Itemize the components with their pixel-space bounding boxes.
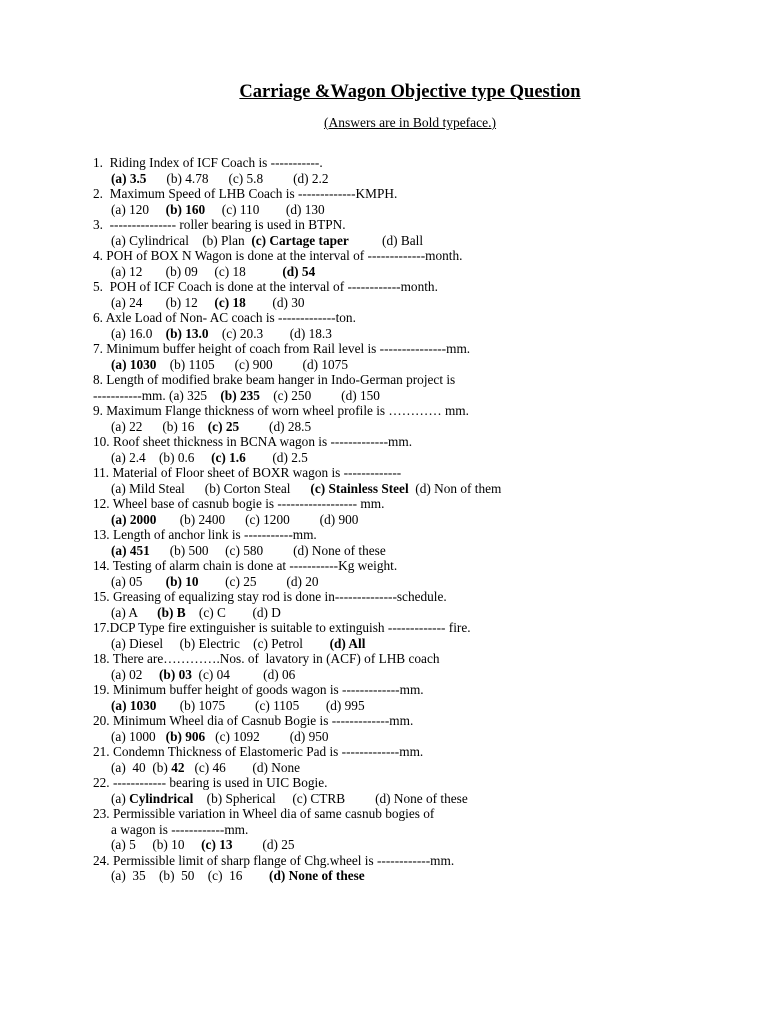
document-subtitle: (Answers are in Bold typeface.) [323, 115, 497, 130]
option-text: (c) C (d) D [185, 604, 281, 620]
option-text: (a) Cylindrical (b) Plan [111, 232, 252, 248]
option-text: (a) A [111, 604, 158, 620]
answer-options [93, 605, 753, 621]
answer-options [93, 481, 753, 497]
option-text: (a) 5 (b) 10 [111, 837, 202, 852]
question-text: 11. Material of Floor sheet of BOXR wagon is ------------- [93, 465, 402, 480]
option-text: (a) 1000 [111, 728, 166, 744]
option-text: -----------mm. (a) 325 [93, 387, 221, 403]
correct-answer: (c) 25 [207, 418, 240, 434]
answer-options [93, 388, 753, 404]
option-text: (a) 2.4 (b) 0.6 [111, 449, 212, 465]
question-text: 7. Minimum buffer height of coach from Rail level is ---------------mm. [93, 341, 471, 356]
correct-answer: (c) 13 [201, 837, 233, 852]
correct-answer: (b) 03 [159, 666, 192, 682]
option-text: (a) Diesel (b) Electric (c) Petrol [111, 635, 330, 651]
correct-answer: 42 [171, 759, 185, 775]
question-text: 23. Permissible variation in Wheel dia of same casnub bogies of [93, 806, 435, 821]
correct-answer: (b) 10 [165, 573, 199, 589]
question-text: 13. Length of anchor link is -----------mm. [93, 527, 317, 542]
answer-options [93, 636, 753, 652]
question-text: 4. POH of BOX N Wagon is done at the interval of -------------month. [93, 248, 463, 263]
option-text: (a) 35 (b) 50 (c) 16 [111, 868, 270, 883]
question-text: 12. Wheel base of casnub bogie is ------------------ mm. [93, 496, 385, 511]
question-text: 19. Minimum buffer height of goods wagon is -------------mm. [93, 682, 424, 697]
question-text: 14. Testing of alarm chain is done at -----------Kg weight. [93, 558, 398, 573]
option-text: (a) 12 (b) 09 (c) 18 [111, 263, 283, 279]
correct-answer: (d) 54 [282, 263, 316, 279]
question-text: 18. There are………….Nos. of lavatory in (ACF) of LHB coach [93, 651, 440, 666]
correct-answer: (c) 1.6 [211, 449, 246, 465]
option-text: (b) 1075 (c) 1105 (d) 995 [156, 697, 365, 713]
option-text: (b) 4.78 (c) 5.8 (d) 2.2 [146, 170, 329, 186]
question-text: 22. ------------ bearing is used in UIC Bogie. [93, 775, 328, 790]
option-text: (d) 30 [245, 294, 305, 310]
correct-answer: (c) Cartage taper [251, 232, 349, 248]
question-text: 8. Length of modified brake beam hanger in Indo-German project is [93, 372, 456, 387]
answer-options [93, 202, 753, 218]
correct-answer: (c) 18 [214, 294, 246, 310]
option-text: (b) 500 (c) 580 (d) None of these [149, 542, 386, 558]
question-text: 20. Minimum Wheel dia of Casnub Bogie is -------------mm. [93, 713, 414, 728]
question-text: 6. Axle Load of Non- AC coach is -------------ton. [93, 310, 356, 325]
option-text: (b) Spherical (c) CTRB (d) None of these [193, 790, 468, 806]
answer-options [93, 698, 753, 714]
question-text: 1. Riding Index of ICF Coach is -----------. [93, 155, 323, 170]
correct-answer: (c) Stainless Steel [310, 480, 409, 496]
answer-options [93, 295, 753, 311]
correct-answer: (a) 2000 [111, 511, 157, 527]
option-text: (a) 05 [111, 573, 166, 589]
answer-options [93, 326, 753, 342]
question-text: 15. Greasing of equalizing stay rod is done in--------------schedule. [93, 589, 447, 604]
correct-answer: Cylindrical [129, 790, 194, 806]
answer-options [93, 543, 753, 559]
option-text: (a) 02 [111, 666, 159, 682]
answer-options [93, 233, 753, 249]
option-text: (d) 28.5 [239, 418, 312, 434]
document-title: Carriage &Wagon Objective type Question [239, 82, 581, 102]
question-text: 5. POH of ICF Coach is done at the interval of ------------month. [93, 279, 438, 294]
option-text: (c) 1092 (d) 950 [205, 728, 329, 744]
option-text: (b) 2400 (c) 1200 (d) 900 [156, 511, 359, 527]
correct-answer: (b) 235 [220, 387, 260, 403]
question-list [93, 155, 753, 884]
option-text: (a) 16.0 [111, 325, 166, 341]
answer-options [93, 512, 753, 528]
option-text: (d) Ball [348, 232, 424, 248]
correct-answer: (d) None of these [269, 868, 365, 883]
option-text: (d) Non of them [408, 480, 502, 496]
answer-options [93, 667, 753, 683]
option-text: (a) 24 (b) 12 [111, 294, 215, 310]
option-text: (d) 25 [232, 837, 295, 852]
answer-options [93, 574, 753, 590]
answer-options [93, 760, 753, 776]
question-text: 21. Condemn Thickness of Elastomeric Pad is -------------mm. [93, 744, 424, 759]
option-text: (a) Mild Steal (b) Corton Steal [111, 480, 311, 496]
correct-answer: (b) 13.0 [165, 325, 209, 341]
correct-answer: (a) 451 [111, 542, 150, 558]
option-text: (c) 110 (d) 130 [205, 201, 325, 217]
answer-options [93, 450, 753, 466]
correct-answer: (b) 906 [165, 728, 206, 744]
option-text: (a) 120 [111, 201, 166, 217]
correct-answer: (a) 3.5 [111, 170, 147, 186]
answer-options [93, 419, 753, 435]
option-text: (c) 25 (d) 20 [198, 573, 319, 589]
question-text: 17.DCP Type fire extinguisher is suitable to extinguish ------------- fire. [93, 620, 471, 635]
correct-answer: (b) B [157, 604, 186, 620]
answer-options [93, 791, 753, 807]
option-text: a wagon is ------------mm. [111, 821, 249, 837]
answer-options [93, 729, 753, 745]
option-text: (a) 40 (b) [111, 759, 172, 775]
option-text: (c) 04 (d) 06 [191, 666, 296, 682]
option-text: (c) 46 (d) None [184, 759, 301, 775]
correct-answer: (b) 160 [165, 201, 206, 217]
option-text: (c) 250 (d) 150 [259, 387, 380, 403]
correct-answer: (a) 1030 [111, 697, 157, 713]
question-text: 24. Permissible limit of sharp flange of Chg.wheel is ------------mm. [93, 852, 455, 868]
option-text: (c) 20.3 (d) 18.3 [208, 325, 332, 341]
answer-options [93, 357, 753, 373]
answer-options [93, 868, 753, 884]
correct-answer: (d) All [329, 635, 366, 651]
option-text: (a) 22 (b) 16 [111, 418, 208, 434]
question-text: 3. --------------- roller bearing is used in BTPN. [93, 217, 346, 232]
question-text: 2. Maximum Speed of LHB Coach is -------------KMPH. [93, 186, 398, 201]
option-text: (a) [111, 790, 130, 806]
option-text: (d) 2.5 [245, 449, 308, 465]
answer-options [93, 822, 753, 838]
option-text: (b) 1105 (c) 900 (d) 1075 [156, 356, 348, 372]
answer-options [93, 171, 753, 187]
question-text: 9. Maximum Flange thickness of worn wheel profile is ………… mm. [93, 403, 469, 418]
question-text: 10. Roof sheet thickness in BCNA wagon is -------------mm. [93, 434, 413, 449]
correct-answer: (a) 1030 [111, 356, 157, 372]
answer-options [93, 264, 753, 280]
answer-options [93, 837, 753, 853]
